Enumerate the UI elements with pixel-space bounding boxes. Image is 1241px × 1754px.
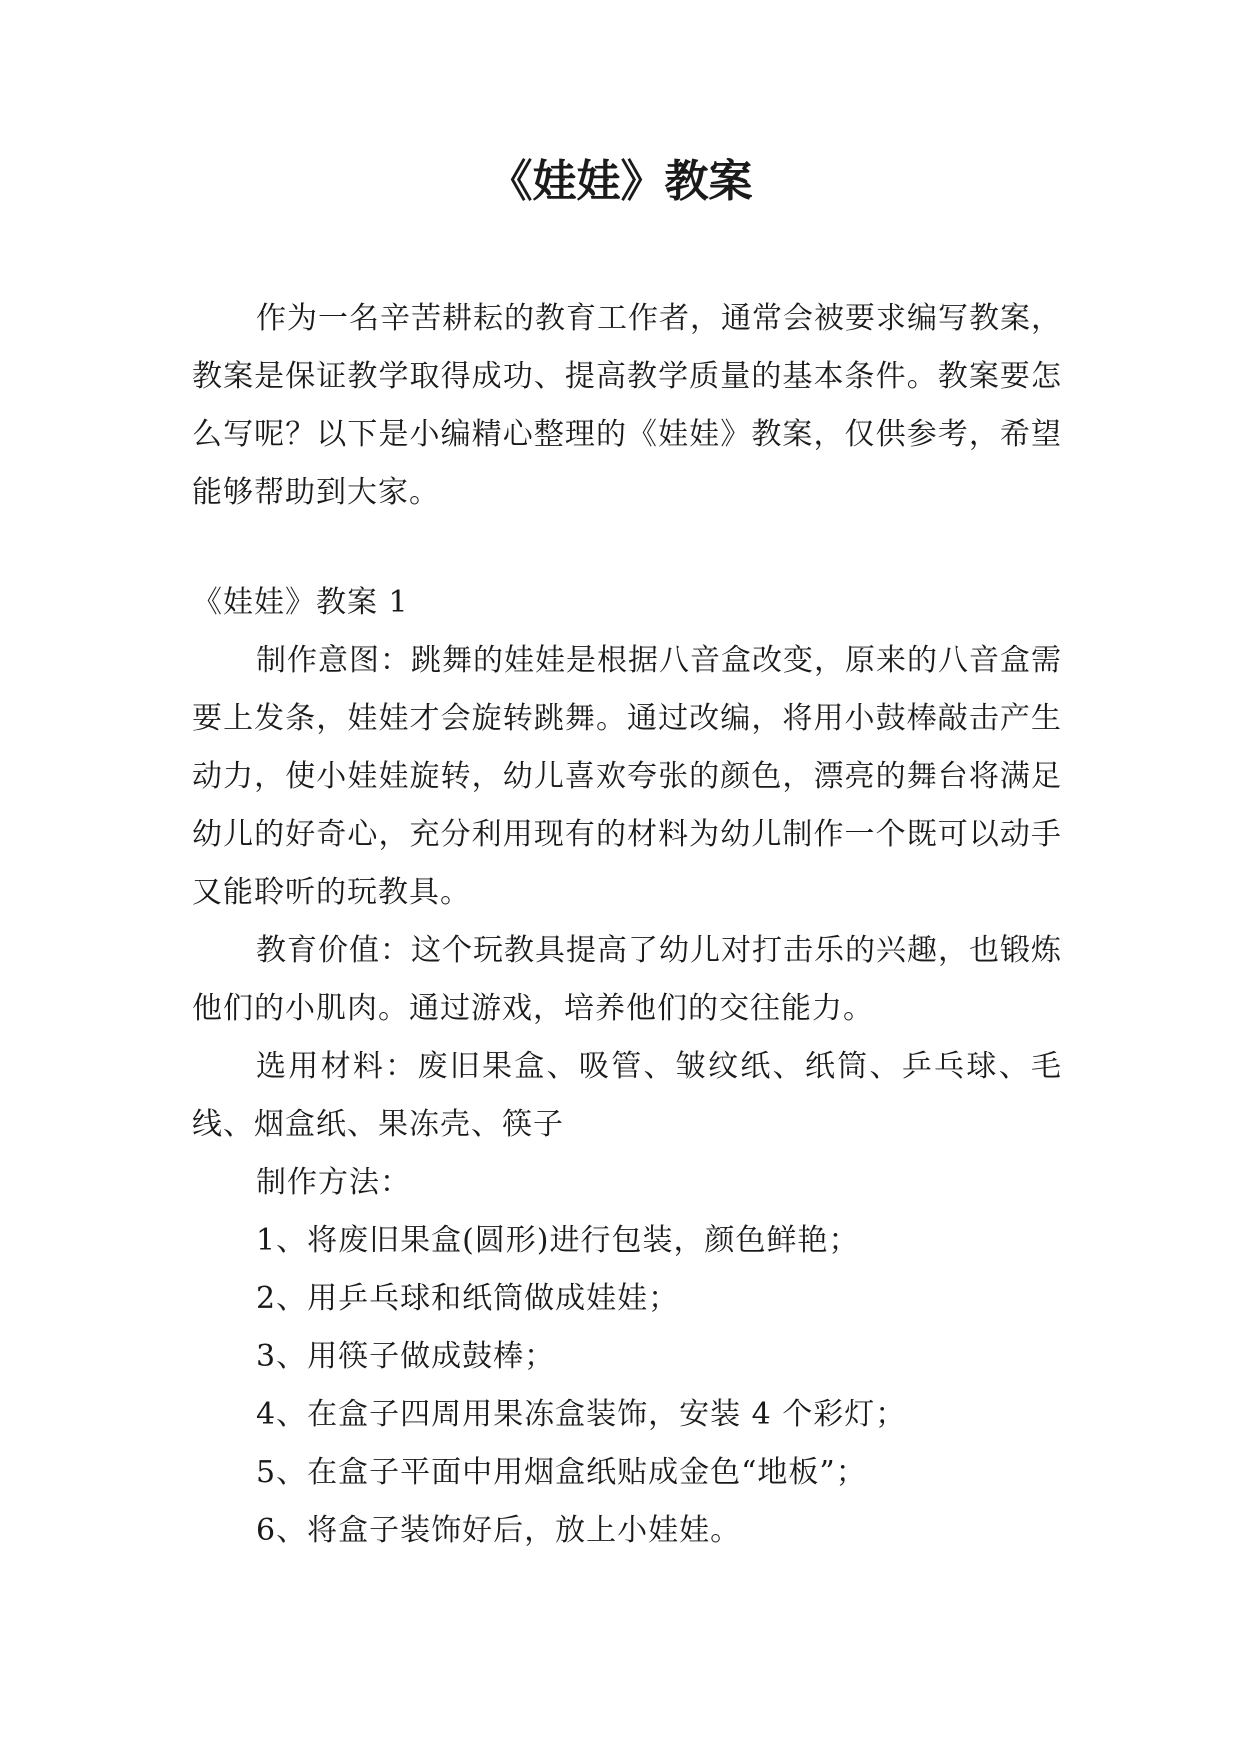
method-step-5: 5、在盒子平面中用烟盒纸贴成金色“地板”； [256,1455,867,1490]
lesson-section-1 [192,574,1062,1560]
paragraph-design-intent: 制作意图：跳舞的娃娃是根据八音盒改变，原来的八音盒需要上发条，娃娃才会旋转跳舞。通过改编，将用小鼓棒敲击产生动力，使小娃娃旋转，幼儿喜欢夸张的颜色，漂亮的舞台将满足幼儿的好奇心，充分利用现有的材料为幼儿制作一个既可以动手又能聆听的玩教具。 [192,643,1062,910]
method-step-2: 2、用乒乓球和纸筒做成娃娃； [256,1281,680,1316]
paragraph-method-heading: 制作方法： [256,1165,411,1200]
method-step-6: 6、将盒子装饰好后，放上小娃娃。 [256,1513,742,1548]
section-heading: 《娃娃》教案 1 [192,585,409,620]
method-step-4: 4、在盒子四周用果冻盒装饰，安装 4 个彩灯； [256,1397,907,1432]
paragraph-materials: 选用材料：废旧果盒、吸管、皱纹纸、纸筒、乒乓球、毛线、烟盒纸、果冻壳、筷子 [192,1049,1062,1142]
document-title: 《娃娃》教案 [488,156,753,207]
method-step-1: 1、将废旧果盒(圆形)进行包装，颜色鲜艳； [256,1223,860,1258]
intro-section [192,290,1062,522]
paragraph-educational-value: 教育价值：这个玩教具提高了幼儿对打击乐的兴趣，也锻炼他们的小肌肉。通过游戏，培养他们的交往能力。 [192,933,1062,1026]
intro-paragraph: 作为一名辛苦耕耘的教育工作者，通常会被要求编写教案，教案是保证教学取得成功、提高教学质量的基本条件。教案要怎么写呢？以下是小编精心整理的《娃娃》教案，仅供参考，希望能够帮助到大家。 [192,301,1062,510]
method-step-3: 3、用筷子做成鼓棒； [256,1339,556,1374]
